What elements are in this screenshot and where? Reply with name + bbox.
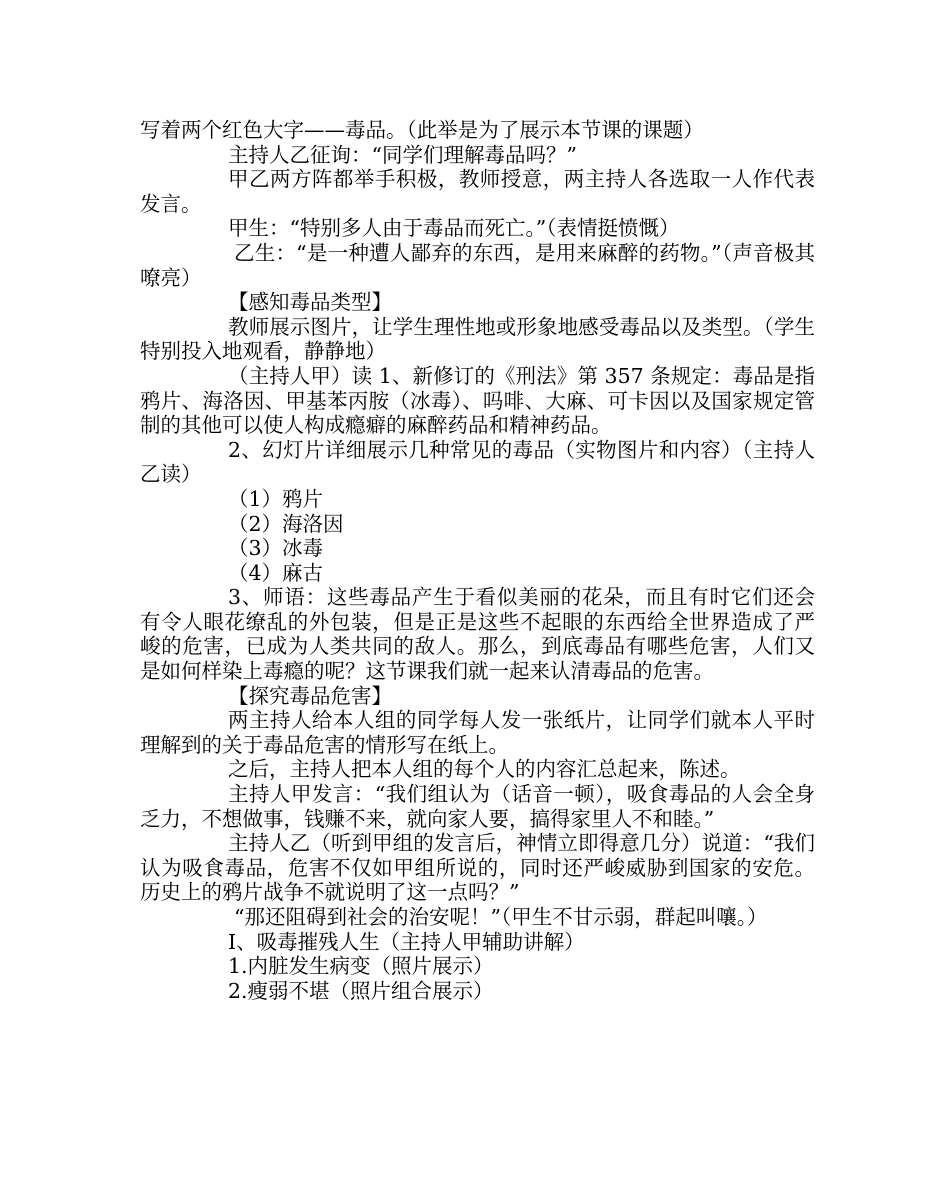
paragraph-student-b: 乙生：“是一种遭人鄙弃的东西，是用来麻醉的药物。”（声音极其嘹亮）: [140, 240, 815, 290]
section-heading-drug-harm: 【探究毒品危害】: [228, 683, 392, 708]
list-item-opium: （1）鸦片: [228, 486, 324, 511]
list-item-emaciation: 2.瘦弱不堪（照片组合展示）: [228, 978, 494, 1003]
list-item-heroin: （2）海洛因: [228, 511, 344, 536]
paragraph-paper-slips: 两主持人给本人组的同学每人发一张纸片，让同学们就本人平时理解到的关于毒品危害的情形写在纸上。: [140, 708, 815, 757]
list-item-magu: （4）麻古: [228, 560, 324, 585]
list-item-ice: （3）冰毒: [228, 536, 324, 561]
document-body: [140, 118, 815, 1003]
paragraph-teacher-pictures: 教师展示图片，让学生理性地或形象地感受毒品以及类型。（学生特别投入地观看，静静地）: [140, 314, 815, 364]
paragraph-group-a-retort: “那还阻碍到社会的治安呢！”（甲生不甘示弱，群起叫嚷。）: [234, 905, 768, 929]
paragraph-host-a-speech: 主持人甲发言：“我们组认为（话音一顿），吸食毒品的人会全身乏力，不想做事，钱赚不来，就向家人要，搞得家里人不和睦。”: [140, 782, 815, 831]
paragraph-host-b-question: 主持人乙征询：“同学们理解毒品吗？”: [228, 142, 577, 167]
paragraph-host-b-speech: 主持人乙（听到甲组的发言后，神情立即得意几分）说道：“我们认为吸食毒品，危害不仅如甲组所说的，同时还严峻威胁到国家的安危。历史上的鸦片战争不就说明了这一点吗？”: [140, 831, 815, 905]
section-heading-drug-types: 【感知毒品类型】: [228, 290, 392, 315]
list-item-organ-damage: 1.内脏发生病变（照片展示）: [228, 954, 494, 979]
paragraph-slides: 2、幻灯片详细展示几种常见的毒品（实物图片和内容）（主持人乙读）: [140, 437, 815, 487]
paragraph-student-a: 甲生：“特别多人由于毒品而死亡。”（表情挺愤慨）: [228, 216, 680, 241]
paragraph-hands-raised: 甲乙两方阵都举手积极，教师授意，两主持人各选取一人作代表发言。: [140, 167, 815, 216]
paragraph-summary: 之后，主持人把本人组的每个人的内容汇总起来，陈述。: [228, 757, 741, 782]
paragraph-harm-section-i: Ⅰ、吸毒摧残人生（主持人甲辅助讲解）: [228, 929, 585, 954]
paragraph-criminal-law: （主持人甲）读 1、新修订的《刑法》第 357 条规定：毒品是指鸦片、海洛因、甲基苯丙胺（冰毒）、吗啡、大麻、可卡因以及国家规定管制的其他可以使人构成瘾癖的麻醉药品和精神药品。: [140, 363, 815, 438]
paragraph-teacher-words: 3、师语：这些毒品产生于看似美丽的花朵，而且有时它们还会有令人眼花缭乱的外包装，但是正是这些不起眼的东西给全世界造成了严峻的危害，已成为人类共同的敌人。那么，到底毒品有哪些危害，人们又是如何样染上毒瘾的呢？这节课我们就一起来认清毒品的危害。: [140, 585, 815, 684]
paragraph-intro-continuation: 写着两个红色大字——毒品。（此举是为了展示本节课的课题）: [140, 118, 704, 142]
